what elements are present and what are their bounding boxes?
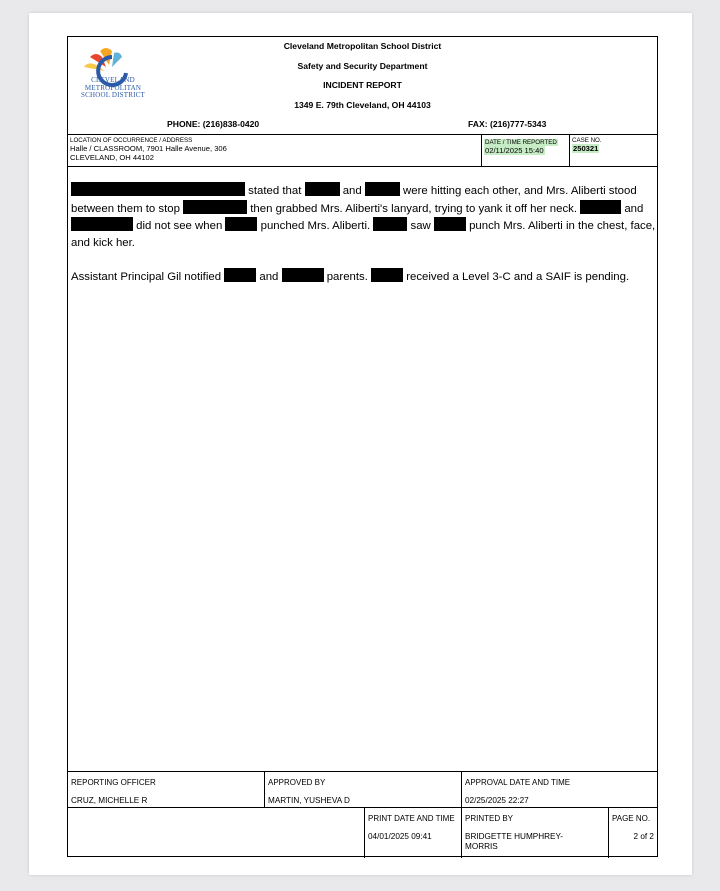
- page-number-value: 2 of 2: [633, 832, 654, 841]
- district-address: 1349 E. 79th Cleveland, OH 44103: [294, 100, 431, 110]
- approval-date-cell: [462, 772, 658, 807]
- document-page: [29, 13, 692, 875]
- redaction-box: [371, 268, 403, 282]
- report-header: [68, 37, 657, 135]
- location-line2: CLEVELAND, OH 44102: [70, 153, 154, 162]
- redaction-box: [365, 182, 400, 196]
- narrative: [71, 182, 656, 302]
- location-line1: Halle / CLASSROOM, 7901 Halle Avenue, 306: [70, 144, 227, 153]
- logo-text-line: SCHOOL DISTRICT: [81, 91, 145, 99]
- approval-date-value: 02/25/2025 22:27: [465, 796, 529, 805]
- redaction-box: [225, 217, 257, 231]
- narrative-segment: stated that: [245, 185, 305, 197]
- narrative-segment: and: [621, 202, 644, 215]
- narrative-segment: punched Mrs. Aliberti.: [257, 220, 374, 233]
- case-label: CASE NO.: [572, 137, 602, 144]
- logo-text-line: CLEVELAND: [91, 76, 135, 84]
- redaction-box: [434, 217, 466, 231]
- printed-by-value: BRIDGETTE HUMPHREY-MORRIS: [465, 832, 563, 851]
- printed-by-cell: [462, 808, 608, 858]
- print-date-cell: [365, 808, 461, 858]
- narrative-segment: were hitting each other, and Mrs. Aliberti stood between them to stop: [71, 185, 637, 215]
- redaction-box: [183, 200, 247, 214]
- department-name: Safety and Security Department: [297, 61, 428, 71]
- narrative-segment: parents.: [323, 270, 372, 283]
- logo-text-line: METROPOLITAN: [84, 83, 142, 92]
- reporting-officer-label: REPORTING OFFICER: [71, 778, 156, 787]
- narrative-segment: Assistant Principal Gil notified: [71, 270, 225, 283]
- print-row: [68, 808, 657, 858]
- report-title: INCIDENT REPORT: [323, 80, 402, 90]
- redaction-box: [71, 182, 245, 196]
- location-row: [68, 135, 657, 167]
- narrative-segment: and: [339, 185, 365, 197]
- page-number-cell: [609, 808, 657, 858]
- approval-date-label: APPROVAL DATE AND TIME: [465, 778, 571, 787]
- page-number-label: PAGE NO.: [612, 814, 651, 823]
- narrative-segment: punch Mrs. Aliberti in the chest, face, and kick her.: [71, 220, 656, 249]
- location-cell: [68, 135, 481, 166]
- narrative-paragraph-1: [71, 182, 656, 251]
- redaction-box: [71, 217, 133, 231]
- print-date-label: PRINT DATE AND TIME: [368, 814, 455, 823]
- printed-by-label: PRINTED BY: [465, 814, 514, 823]
- redaction-box: [305, 182, 340, 196]
- case-number: 250321: [573, 144, 599, 153]
- redaction-box: [224, 268, 256, 282]
- narrative-segment: did not see when: [133, 220, 226, 233]
- print-date-value: 04/01/2025 09:41: [368, 832, 432, 841]
- redaction-box: [373, 217, 407, 231]
- approved-by-cell: [265, 772, 461, 807]
- reporting-officer-cell: [68, 772, 264, 807]
- narrative-paragraph-2: [71, 268, 656, 286]
- date-reported-cell: [482, 135, 569, 166]
- reporting-officer-value: CRUZ, MICHELLE R: [71, 796, 148, 805]
- date-reported-value: 02/11/2025 15:40: [485, 146, 544, 155]
- narrative-segment: then grabbed Mrs. Aliberti's lanyard, trying to yank it off her neck.: [247, 202, 581, 215]
- report-frame: [67, 36, 658, 857]
- approved-by-label: APPROVED BY: [268, 778, 326, 787]
- fax-number: FAX: (216)777-5343: [468, 119, 547, 129]
- approval-row: [68, 771, 657, 808]
- narrative-segment: received a Level 3-C and a SAIF is pending.: [403, 270, 630, 283]
- redaction-box: [282, 268, 324, 282]
- case-cell: [570, 135, 658, 166]
- narrative-segment: and: [256, 270, 282, 283]
- narrative-segment: saw: [407, 220, 434, 233]
- date-reported-label: DATE / TIME REPORTED: [485, 139, 557, 146]
- redaction-box: [580, 200, 621, 214]
- phone-number: PHONE: (216)838-0420: [167, 119, 260, 129]
- location-label: LOCATION OF OCCURRENCE / ADDRESS: [70, 137, 193, 144]
- district-name: Cleveland Metropolitan School District: [283, 41, 442, 51]
- approved-by-value: MARTIN, YUSHEVA D: [268, 796, 350, 805]
